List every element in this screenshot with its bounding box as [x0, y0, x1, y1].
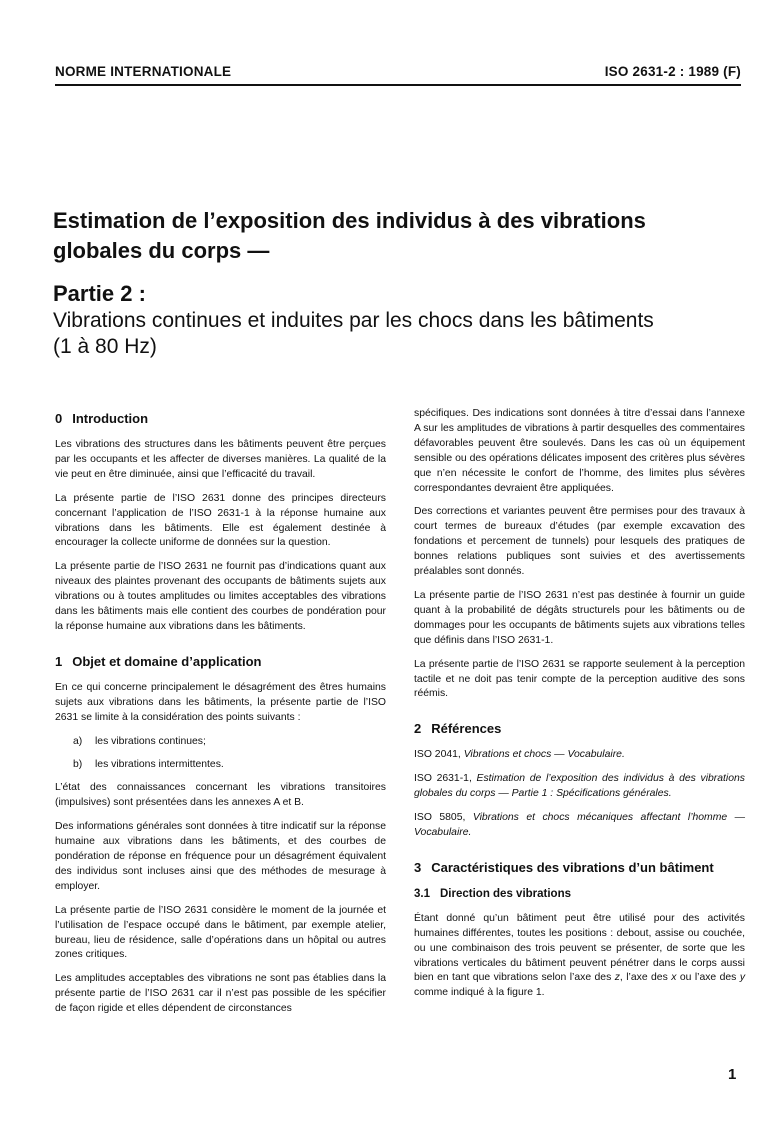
- page-number: 1: [728, 1066, 737, 1083]
- scope-list: [73, 735, 386, 773]
- section-title: Direction des vibrations: [440, 887, 572, 900]
- paragraph: Des informations générales sont données à titre indicatif sur la réponse humaine aux vibrations dans les bâtiments, et des courbes de pondération de réponse en fréquence pour un désagrément équivalent des individus sont incluses ainsi que des méthodes de mesurage à employer.: [55, 821, 386, 892]
- part-heading: [53, 280, 743, 360]
- reference-title: Vibrations et chocs mécaniques affectant l’homme — Vocabulaire.: [414, 812, 745, 838]
- axis-symbol: z: [614, 972, 620, 984]
- section-number: 0: [55, 411, 63, 426]
- paragraph: Les amplitudes acceptables des vibrations ne sont pas établies dans la présente partie de l’ISO 2631 car il n’est pas possible de les spécifier de façon rigide et elles dépendent de circonstances: [55, 973, 386, 1015]
- paragraph: La présente partie de l’ISO 2631 considère le moment de la journée et l’utilisation de l’espace occupé dans le bâtiment, par exemple atelier, bureau, lieu de résidence, salle d’opérations dans un hôpital ou autres zones critiques.: [55, 904, 386, 961]
- paragraph: L’état des connaissances concernant les vibrations transitoires (impulsives) sont présentées dans les annexes A et B.: [55, 782, 386, 809]
- list-item: [73, 735, 386, 750]
- right-column: [414, 407, 745, 1010]
- paragraph: En ce qui concerne principalement le désagrément des êtres humains sujets aux vibrations dans les bâtiments, la présente partie de l’ISO 2631 se limite à la considération des points suivants :: [55, 681, 386, 723]
- list-item-label: a): [73, 735, 83, 747]
- part-label: Partie 2 :: [53, 281, 146, 306]
- paragraph: Des corrections et variantes peuvent être permises pour des travaux à court termes de bureaux d’études (par exemple excavation des fondations et percement de tunnels) pour lesquels des pratiques de bonnes relations publiques sont suivies et des avertissements préalables sont donnés.: [414, 506, 745, 578]
- reference-title: Estimation de l’exposition des individus à des vibrations globales du corps — Partie 1 : Spécifications générales.: [414, 773, 745, 800]
- list-item-text: les vibrations continues;: [95, 735, 206, 747]
- section-number: 3.1: [414, 887, 430, 900]
- section-number: 1: [55, 653, 63, 669]
- reference-code: ISO 5805,: [414, 812, 466, 824]
- text-run: , l’axe des: [619, 972, 672, 984]
- reference-item: [414, 811, 745, 841]
- section-number: 3: [414, 859, 422, 875]
- paragraph: La présente partie de l’ISO 2631 n’est pas destinée à fournir un guide quant à la probabilité de dégâts structurels pour les bâtiments ou de dommages pour les occupants de bâtiments sujets aux vibrations telles que définis dans l’ISO 2631-1.: [414, 589, 745, 646]
- reference-item: [414, 748, 745, 763]
- section-1-heading: [55, 653, 386, 670]
- text-run: Étant donné qu’un bâtiment peut être utilisé pour des activités humaines différentes, toutes les positions : debout, assise ou couchée, ou une combinaison des trois peuvent se présenter, de sorte que les vibrations verticales du bâtiment peuvent pénétrer dans le corps aussi bien en tant que vibrations selon l’axe des: [414, 912, 745, 984]
- header-standard-number: ISO 2631-2 : 1989 (F): [604, 64, 741, 79]
- section-title: Objet et domaine d’application: [72, 653, 262, 669]
- paragraph: La présente partie de l’ISO 2631 donne des principes directeurs concernant l’application de l’ISO 2631-1 à la réponse humaine aux vibrations dans les bâtiments. Elle est également destinée à encourager la collecte uniforme de données sur la question.: [55, 492, 386, 549]
- list-item: [73, 758, 386, 773]
- axis-symbol: x: [671, 972, 677, 984]
- paragraph: La présente partie de l’ISO 2631 se rapporte seulement à la perception tactile et ne doit pas tenir compte de la perception auditive des sons réémis.: [414, 658, 745, 700]
- text-run: ou l’axe des: [676, 972, 740, 984]
- paragraph: spécifiques. Des indications sont données à titre d’essai dans l’annexe A sur les amplitudes de vibrations à partir desquelles des commentaires défavorables peuvent être soulevés. Dans les cas où un équipement sensible ou des opérations délicates imposent des critères plus sévères que n’en nécessite le confort de l’homme, des limites plus sévères correspondantes devraient être appliquées.: [414, 408, 745, 494]
- section-3-heading: [414, 859, 745, 876]
- section-title: Caractéristiques des vibrations d’un bâtiment: [431, 859, 714, 875]
- reference-code: ISO 2041,: [414, 749, 461, 761]
- reference-title: Vibrations et chocs — Vocabulaire.: [463, 749, 625, 761]
- section-3-1-heading: [414, 887, 745, 902]
- title-line-2: globales du corps —: [53, 238, 270, 263]
- section-title: Références: [431, 721, 502, 737]
- list-item-label: b): [73, 758, 83, 770]
- list-item-text: les vibrations intermittentes.: [95, 758, 224, 770]
- document-title: [53, 206, 743, 266]
- title-line-1: Estimation de l’exposition des individus à des vibrations: [53, 208, 646, 233]
- section-2-heading: [414, 720, 745, 737]
- subtitle-line-1: Vibrations continues et induites par les chocs dans les bâtiments: [53, 309, 654, 332]
- header-rule: [55, 84, 741, 86]
- reference-item: [414, 772, 745, 802]
- paragraph: La présente partie de l’ISO 2631 ne fournit pas d’indications quant aux niveaux des plaintes provenant des occupants de bâtiments sujets aux vibrations ou à toutes amplitudes ou limites acceptables des vibrations dans les bâtiments mais elle contient des courbes de pondération pour la réponse humaine aux vibrations dans les bâtiments.: [55, 561, 386, 632]
- paragraph: [414, 912, 745, 1001]
- section-number: 2: [414, 721, 422, 737]
- reference-code: ISO 2631-1,: [414, 773, 472, 785]
- section-title: Introduction: [72, 411, 149, 426]
- subtitle-line-2: (1 à 80 Hz): [53, 335, 157, 358]
- header-standard-type: NORME INTERNATIONALE: [55, 64, 232, 79]
- paragraph: Les vibrations des structures dans les bâtiments peuvent être perçues par les occupants et les affecter de diverses manières. La qualité de la vie peut en être diminuée, ainsi que l’efficacité du travail.: [55, 439, 386, 480]
- section-0-heading: [55, 410, 386, 427]
- left-column: [55, 410, 386, 1026]
- axis-symbol: y: [739, 972, 746, 984]
- text-run: comme indiqué à la figure 1.: [414, 987, 545, 999]
